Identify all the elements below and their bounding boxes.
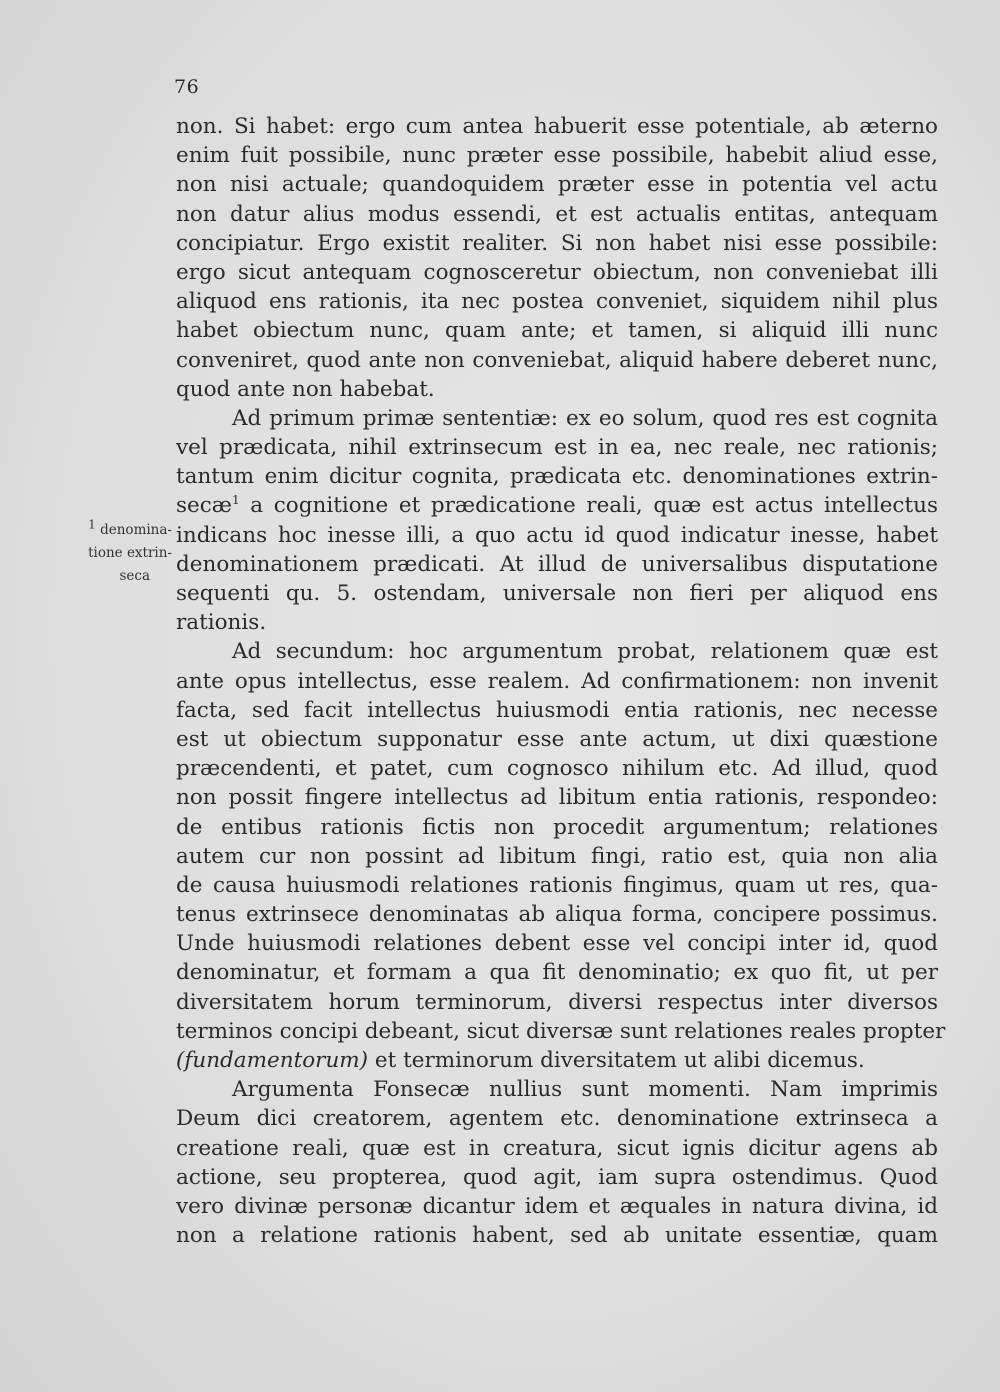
margin-note-line-3: seca <box>119 568 150 584</box>
text-line: denominationem prædicati. At illud de universalibus disputatione <box>176 551 938 577</box>
text-line: concipiatur. Ergo existit realiter. Si non habet nisi esse possibile: <box>176 230 938 256</box>
text-line: de entibus rationis fictis non procedit argumentum; relationes <box>176 814 938 840</box>
text-line: autem cur non possint ad libitum fingi, ratio est, quia non alia <box>176 843 938 869</box>
text-line: ergo sicut antequam cognosceretur obiectum, non conveniebat illi <box>176 259 938 285</box>
text-line: vel prædicata, nihil extrinsecum est in ea, nec reale, nec rationis; <box>176 435 938 461</box>
text-line: non datur alius modus essendi, et est actualis entitas, antequam <box>176 201 938 227</box>
footnote-anchor-word: secæ <box>176 493 233 519</box>
text-line: tantum enim dicitur cognita, prædicata etc. denominationes extrin- <box>176 464 938 490</box>
text-line-with-italic <box>176 1046 938 1075</box>
text-line: vero divinæ personæ dicantur idem et æquales in natura divina, id <box>176 1193 938 1219</box>
page-number: 76 <box>174 76 200 98</box>
text-line: non a relatione rationis habent, sed ab unitate essentiæ, quam <box>176 1223 938 1249</box>
text-line: terminos concipi debeant, sicut diversæ sunt relationes reales propter <box>176 1018 946 1044</box>
text-line: quod ante non habebat. <box>176 376 435 402</box>
text-line: præcendenti, et patet, cum cognosco nihilum etc. Ad illud, quod <box>176 756 938 782</box>
text-line: non. Si habet: ergo cum antea habuerit esse potentiale, ab æterno <box>176 114 938 139</box>
text-line: Unde huiusmodi relationes debent esse vel concipi inter id, quod <box>176 931 938 957</box>
text-line: Deum dici creatorem, agentem etc. denominatione extrinseca a <box>176 1106 938 1132</box>
text-line: diversitatem horum terminorum, diversi respectus inter diversos <box>176 989 938 1015</box>
footnote-marker: 1 <box>232 493 240 508</box>
margin-note <box>60 519 172 588</box>
margin-note-line-2: tione extrin- <box>88 545 172 561</box>
text-line: est ut obiectum supponatur esse ante actum, ut dixi quæstione <box>176 726 938 752</box>
text-line-rest: et terminorum diversitatem ut alibi dicemus. <box>368 1048 865 1073</box>
text-line: creatione reali, quæ est in creatura, sicut ignis dicitur agens ab <box>176 1135 938 1161</box>
text-line: non nisi actuale; quandoquidem præter esse in potentia vel actu <box>176 172 938 198</box>
margin-note-line-1: $^1$ denomina- <box>88 517 172 538</box>
text-line: Ad secundum: hoc argumentum probat, relationem quæ est <box>232 639 938 665</box>
text-line: Argumenta Fonsecæ nullius sunt momenti. Nam imprimis <box>232 1077 938 1103</box>
text-line: indicans hoc inesse illi, a quo actu id quod indicatur inesse, habet <box>176 522 938 548</box>
text-line: sequenti qu. 5. ostendam, universale non fieri per aliquod ens <box>176 581 938 606</box>
text-line: conveniret, quod ante non conveniebat, aliquid habere deberet nunc, <box>176 347 938 373</box>
italic-term: (fundamentorum) <box>176 1048 369 1073</box>
text-line: ante opus intellectus, esse realem. Ad confirmationem: non invenit <box>176 668 938 694</box>
body-text <box>176 112 946 1250</box>
text-line: facta, sed facit intellectus huiusmodi entia rationis, nec necesse <box>176 697 938 723</box>
text-line: enim fuit possibile, nunc præter esse possibile, habebit aliud esse, <box>176 143 938 169</box>
text-line: denominatur, et formam a qua fit denominatio; ex quo fit, ut per <box>176 960 938 986</box>
text-line: tenus extrinsece denominatas ab aliqua forma, concipere possimus. <box>176 902 938 928</box>
text-line: de causa huiusmodi relationes rationis fingimus, quam ut res, qua- <box>176 872 938 898</box>
text-line: habet obiectum nunc, quam ante; et tamen, si aliquid illi nunc <box>176 318 938 344</box>
text-line: rationis. <box>176 610 267 636</box>
margin-note-marker: 1 <box>88 517 96 532</box>
text-line: aliquod ens rationis, ita nec postea conveniet, siquidem nihil plus <box>176 289 938 315</box>
text-line: non possit fingere intellectus ad libitum entia rationis, respondeo: <box>176 785 938 811</box>
text-line-rest: a cognitione et prædicatione reali, quæ est actus intellectus <box>239 493 938 519</box>
text-line-with-footnote <box>176 491 938 520</box>
text-line: Ad primum primæ sententiæ: ex eo solum, quod res est cognita <box>232 405 938 431</box>
text-line: actione, seu propterea, quod agit, iam supra ostendimus. Quod <box>176 1164 938 1190</box>
